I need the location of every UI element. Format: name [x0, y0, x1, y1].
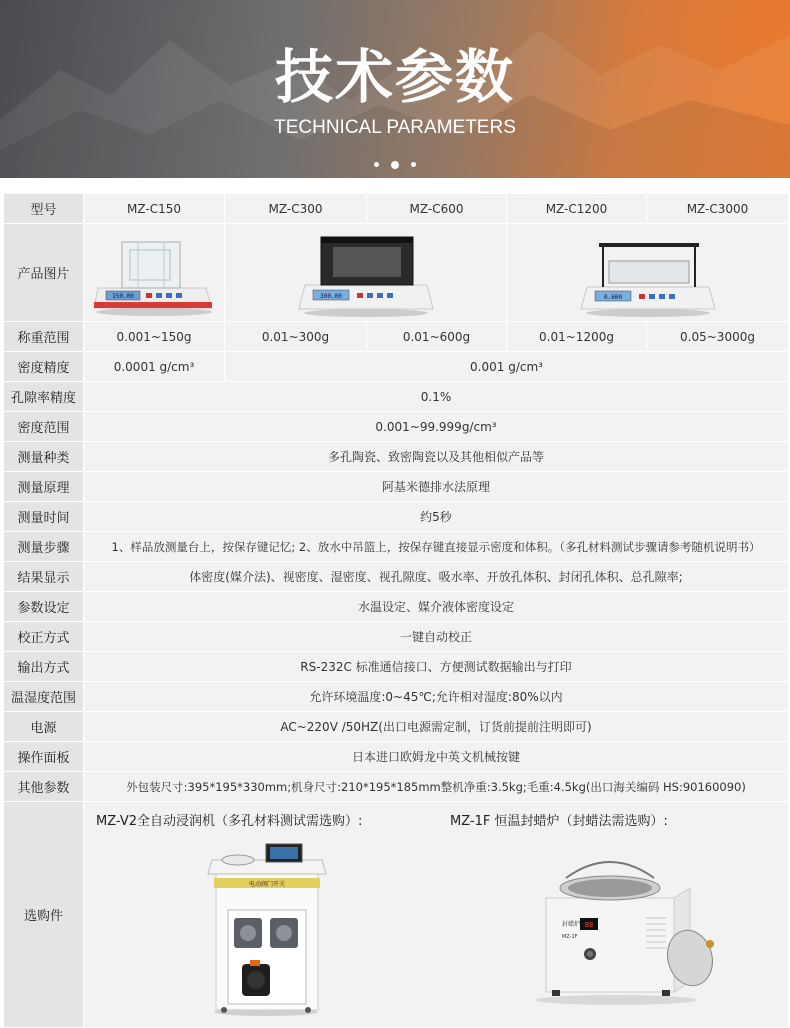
- row-label: 孔隙率精度: [4, 382, 84, 412]
- row-value: 一键自动校正: [84, 622, 789, 652]
- table-row: [4, 382, 789, 412]
- row-label: 参数设定: [4, 592, 84, 622]
- balance-display-text: 0.600: [603, 293, 622, 301]
- wax-furnace-image: [526, 858, 726, 1008]
- row-label: 其他参数: [4, 772, 84, 802]
- row-label: 测量种类: [4, 442, 84, 472]
- model-cell: MZ-C300: [225, 194, 367, 224]
- table-row: [4, 442, 789, 472]
- row-label: 测量原理: [4, 472, 84, 502]
- immersion-machine-image: [202, 838, 332, 1018]
- row-value: AC~220V /50HZ(出口电源需定制，订货前提前注明即可): [84, 712, 789, 742]
- table-row: [4, 502, 789, 532]
- table-row: [4, 802, 789, 1028]
- row-label: 称重范围: [4, 322, 84, 352]
- table-row: [4, 224, 789, 322]
- table-row: [4, 562, 789, 592]
- options-cell: [84, 802, 789, 1028]
- row-value: 水温设定、媒介液体密度设定: [84, 592, 789, 622]
- table-row: [4, 712, 789, 742]
- row-label: 选购件: [4, 802, 84, 1028]
- table-row: [4, 322, 789, 352]
- table-row: [4, 652, 789, 682]
- row-label: 操作面板: [4, 742, 84, 772]
- row-label: 温湿度范围: [4, 682, 84, 712]
- product-image-cell: [84, 224, 225, 322]
- machine-sign-text: 电动阀门开关: [248, 881, 286, 888]
- model-cell: MZ-C3000: [647, 194, 789, 224]
- table-row: [4, 194, 789, 224]
- row-label: 产品图片: [4, 224, 84, 322]
- row-label: 型号: [4, 194, 84, 224]
- balance-display-text: 300.00: [319, 292, 342, 300]
- range-cell: 0.01~300g: [225, 322, 367, 352]
- row-label: 测量时间: [4, 502, 84, 532]
- model-cell: MZ-C1200: [507, 194, 647, 224]
- row-label: 电源: [4, 712, 84, 742]
- table-row: [4, 772, 789, 802]
- row-label: 密度精度: [4, 352, 84, 382]
- row-value: 日本进口欧姆龙中英文机械按键: [84, 742, 789, 772]
- balance-c1200-c3000-image: [573, 227, 723, 319]
- option-caption: MZ-V2全自动浸润机（多孔材料测试需选购）:: [96, 814, 363, 829]
- row-label: 密度范围: [4, 412, 84, 442]
- table-row: [4, 532, 789, 562]
- table-row: [4, 622, 789, 652]
- row-value: 约5秒: [84, 502, 789, 532]
- range-cell: 0.001~150g: [84, 322, 225, 352]
- spec-table: [3, 193, 789, 1028]
- table-row: [4, 742, 789, 772]
- row-value: 外包装尺寸:395*195*330mm;机身尺寸:210*195*185mm整机净重:3.5kg;毛重:4.5kg(出口海关编码 HS:90160090): [84, 772, 789, 802]
- furnace-label-text: 封蜡炉: [562, 921, 581, 928]
- table-row: [4, 472, 789, 502]
- range-cell: 0.01~1200g: [507, 322, 647, 352]
- option-caption: MZ-1F 恒温封蜡炉（封蜡法需选购）:: [450, 814, 668, 829]
- furnace-display-text: 88: [584, 921, 594, 929]
- row-value: RS-232C 标准通信接口、方便测试数据输出与打印: [84, 652, 789, 682]
- row-label: 校正方式: [4, 622, 84, 652]
- range-cell: 0.05~3000g: [647, 322, 789, 352]
- furnace-model-text: MZ-1F: [562, 934, 578, 940]
- density-precision-cell: 0.001 g/cm³: [225, 352, 789, 382]
- table-row: [4, 352, 789, 382]
- product-image-cell: [507, 224, 789, 322]
- row-value: 多孔陶瓷、致密陶瓷以及其他相似产品等: [84, 442, 789, 472]
- row-value: 体密度(媒介法)、视密度、湿密度、视孔隙度、吸水率、开放孔体积、封闭孔体积、总孔隙率;: [84, 562, 789, 592]
- model-cell: MZ-C600: [367, 194, 507, 224]
- range-cell: 0.01~600g: [367, 322, 507, 352]
- balance-c300-c600-image: [291, 227, 441, 319]
- page-subtitle: TECHNICAL PARAMETERS: [274, 117, 516, 138]
- product-image-cell: [225, 224, 507, 322]
- table-row: [4, 412, 789, 442]
- balance-display-text: 150.00: [112, 292, 134, 300]
- table-row: [4, 592, 789, 622]
- density-precision-cell: 0.0001 g/cm³: [84, 352, 225, 382]
- row-label: 测量步骤: [4, 532, 84, 562]
- row-value: 1、样品放测量台上，按保存键记忆; 2、放水中吊篮上，按保存键直接显示密度和体积。（多孔材料测试步骤请参考随机说明书）: [84, 532, 789, 562]
- row-label: 输出方式: [4, 652, 84, 682]
- model-cell: MZ-C150: [84, 194, 225, 224]
- balance-c150-image: [86, 228, 223, 318]
- row-label: 结果显示: [4, 562, 84, 592]
- row-value: 阿基米德排水法原理: [84, 472, 789, 502]
- row-value: 0.1%: [84, 382, 789, 412]
- row-value: 允许环境温度:0~45℃;允许相对湿度:80%以内: [84, 682, 789, 712]
- decorative-dots: [0, 154, 790, 173]
- row-value: 0.001~99.999g/cm³: [84, 412, 789, 442]
- page-title: 技术参数: [274, 43, 515, 111]
- table-row: [4, 682, 789, 712]
- header-banner: [0, 0, 790, 178]
